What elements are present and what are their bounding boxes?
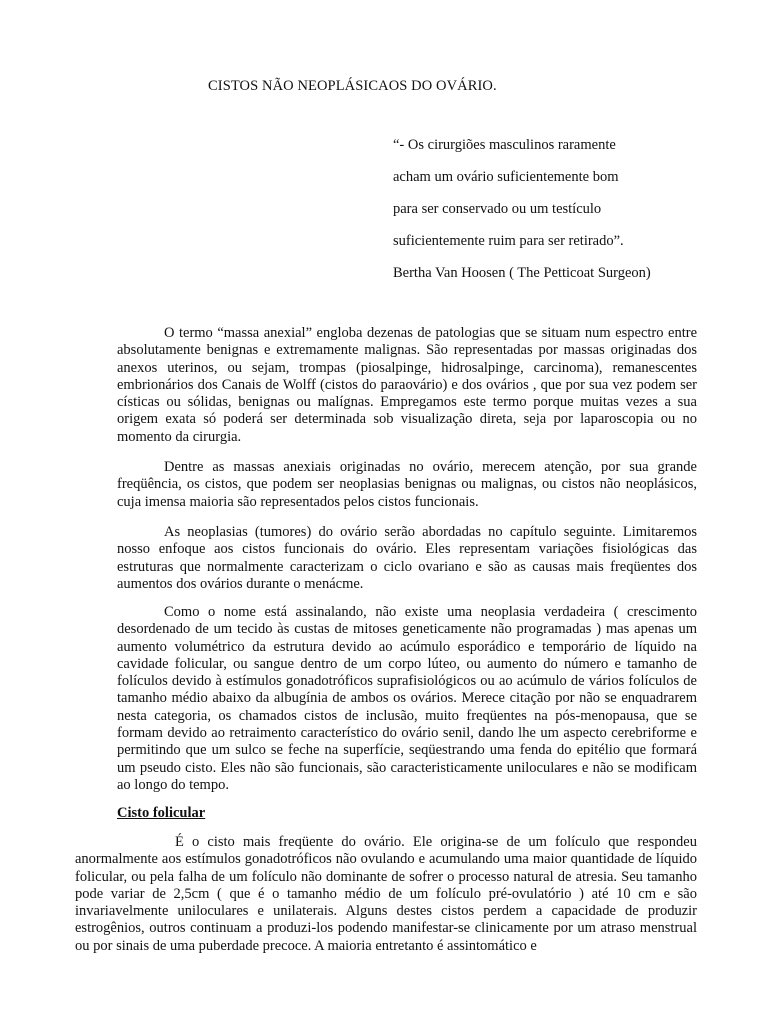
epigraph-line: suficientemente ruim para ser retirado”. bbox=[393, 233, 624, 249]
paragraph-massa-anexial: O termo “massa anexial” engloba dezenas de patologias que se situam num espectro entre absolutamente benignas e extremamente malignas. São representadas por massas originadas dos anexos uterinos, ou sejam, trompas (piosalpinge, hidrosalpinge, carcinoma), remanescentes embrionários dos Canais de Wolff (cistos do paraovário) e dos ovários , que por sua vez podem ser císticas ou sólidas, benignas ou malígnas. Empregamos este termo porque muitas vezes a sua origem exata só poderá ser determinada sob visualização direta, seja por laparoscopia ou no momento da cirurgia. bbox=[117, 325, 697, 445]
epigraph-line: acham um ovário suficientemente bom bbox=[393, 169, 619, 185]
section-heading-cisto-folicular: Cisto folicular bbox=[117, 805, 206, 821]
epigraph-line: “- Os cirurgiões masculinos raramente bbox=[393, 137, 616, 153]
paragraph-neoplasia-verdadeira: Como o nome está assinalando, não existe uma neoplasia verdadeira ( crescimento desordenado de um tecido às custas de mitoses geneticamente não programadas ) mas apenas um aumento volumétrico da estrutura devido ao acúmulo esporádico e temporário de líquido na cavidade folicular, ou sangue dentro de um corpo lúteo, ou aumento do número e tamanho de folículos devido à estímulos gonadotróficos suprafisiológicos ou ao acúmulo de vários folículos de tamanho médio abaixo da albugínia de ambos os ovários. Merece citação por não se enquadrarem nesta categoria, os chamados cistos de inclusão, muito freqüentes na pós-menopausa, que se formam devido ao retraimento característico do ovário senil, dando lhe um aspecto cerebriforme e permitindo que um sulco se feche na superfície, seqüestrando uma fenda do epitélio que formará um pseudo cisto. Eles não são funcionais, são caracteristicamente uniloculares e não se modificam ao longo do tempo. bbox=[117, 604, 697, 793]
epigraph-attribution: Bertha Van Hoosen ( The Petticoat Surgeon) bbox=[393, 265, 651, 281]
paragraph-cisto-folicular: É o cisto mais freqüente do ovário. Ele origina-se de um folículo que respondeu anormalmente aos estímulos gonadotróficos não ovulando e acumulando uma maior quantidade de líquido folicular, ou pela falha de um folículo não dominante de sofrer o processo natural de atresia. Seu tamanho pode variar de 2,5cm ( que é o tamanho médio de um folículo pré-ovulatório ) até 10 cm e são invariavelmente uniloculares e unilaterais. Alguns destes cistos perdem a capacidade de produzir estrogênios, outros continuam a produzi-los podendo manifestar-se clinicamente por um atraso menstrual ou por sinais de uma puberdade precoce. A maioria entretanto é assintomático e bbox=[75, 834, 697, 954]
epigraph-quote bbox=[393, 135, 651, 295]
paragraph-massas-ovario: Dentre as massas anexiais originadas no ovário, merecem atenção, por sua grande freqüência, os cistos, que podem ser neoplasias benignas ou malignas, ou cistos não neoplásicos, cuja imensa maioria são representados pelos cistos funcionais. bbox=[117, 459, 697, 510]
paragraph-neoplasias: As neoplasias (tumores) do ovário serão abordadas no capítulo seguinte. Limitaremos nosso enfoque aos cistos funcionais do ovário. Eles representam variações fisiológicas das estruturas que normalmente caracterizam o ciclo ovariano e são as causas mais freqüentes dos aumentos dos ovários durante o menácme. bbox=[117, 524, 697, 592]
epigraph-line: para ser conservado ou um testículo bbox=[393, 201, 602, 217]
document-title: CISTOS NÃO NEOPLÁSICAOS DO OVÁRIO. bbox=[208, 78, 497, 94]
